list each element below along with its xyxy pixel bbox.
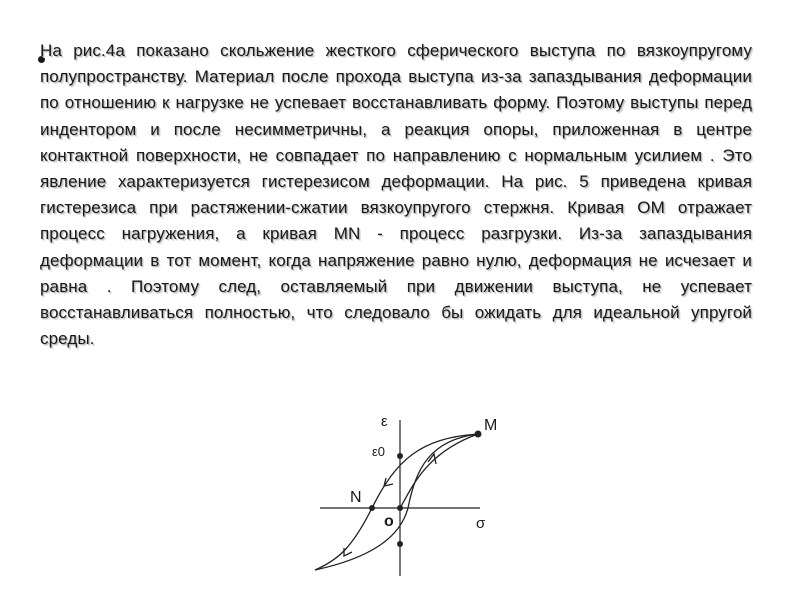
point-N (369, 505, 375, 511)
initial-loading-curve (400, 434, 478, 508)
body-paragraph: На рис.4а показано скольжение жесткого сферического выступа по вязкоупругому полупространству. Материал после прохода выступа из-за запаздывания деформации по отношению к нагрузке не успевает восстанавливать форму. Поэтому выступы перед индентором и после несимметричны, а реакция опоры, приложенная в центре контактной поверхности, не совпадает по направлению с нормальным усилием . Это явление характеризуется гистерезисом деформации. На рис. 5 приведена кривая гистерезиса при растяжении-сжатии вязкоупругого стержня. Кривая ОМ отражает процесс нагружения, а кривая MN - процесс разгрузки. Из-за запаздывания деформации в тот момент, когда напряжение равно нулю, деформация не исчезает и равна . Поэтому след, оставляемый при движении выступа, не успевает восстанавливаться полностью, что следовало бы ожидать для идеальной упругой среды. (40, 41, 752, 349)
label-M: M (484, 417, 498, 434)
label-N: N (350, 489, 362, 506)
text-block (40, 38, 752, 352)
point-lower (397, 541, 403, 547)
label-epsilon: ε (381, 413, 388, 430)
loading-curve (315, 434, 478, 570)
point-O (397, 505, 403, 511)
point-M (475, 431, 482, 438)
hysteresis-diagram (300, 398, 520, 588)
label-epsilon0: ε0 (372, 444, 386, 459)
unloading-curve (315, 434, 478, 570)
point-epsilon0 (397, 453, 403, 459)
label-sigma: σ (476, 515, 486, 532)
hysteresis-figure (300, 398, 520, 588)
label-O: о (384, 513, 394, 530)
